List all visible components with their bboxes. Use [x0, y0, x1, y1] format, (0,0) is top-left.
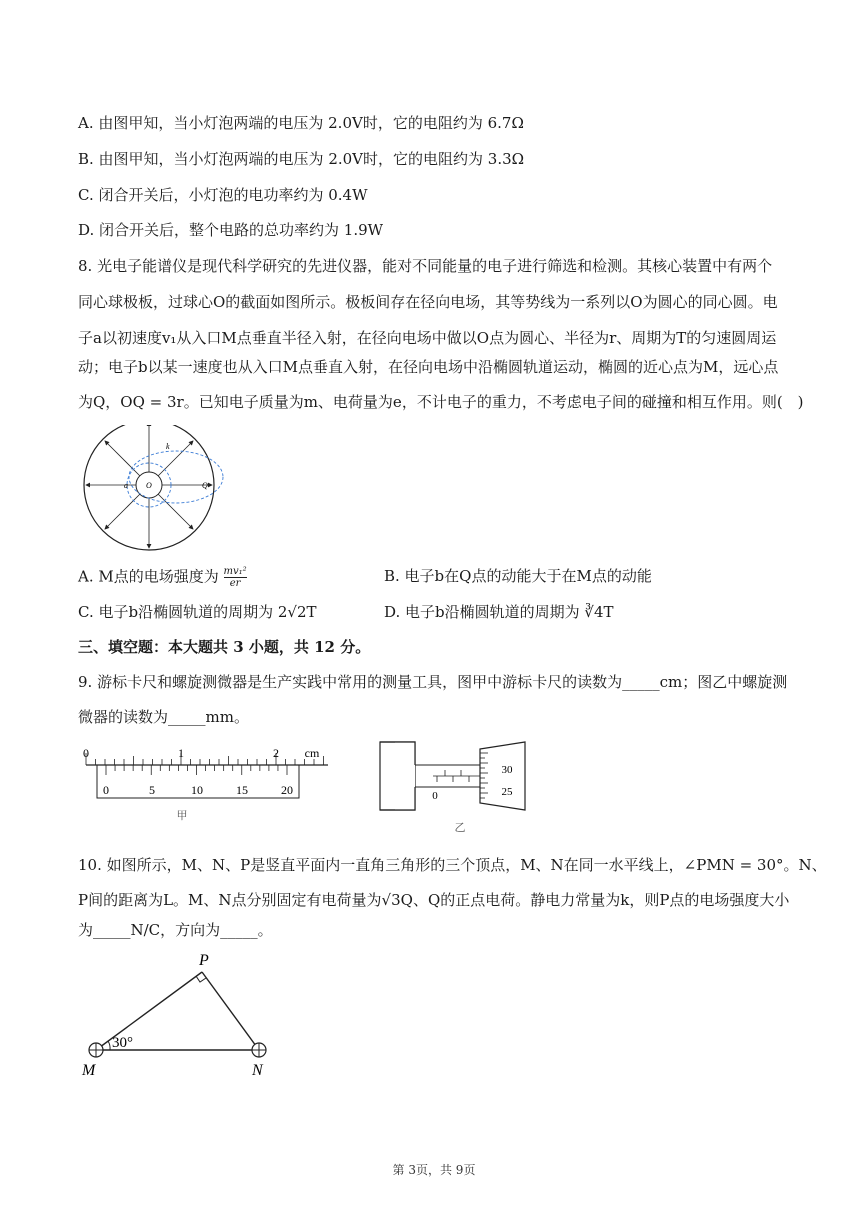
label-angle: 30°: [112, 1035, 133, 1051]
unit-label: cm: [304, 746, 320, 760]
thimble-ticks: [480, 753, 488, 798]
label-k: k: [166, 442, 170, 451]
caption-jia: 甲: [176, 810, 188, 821]
q8-line-3: 子a以初速度v₁从入口M点垂直半径入射，在径向电场中做以O点为圆心、半径为r、周期为T的匀速圆周运: [78, 329, 777, 347]
side-pn: [202, 972, 259, 1050]
vernier-label-20: 20: [281, 783, 293, 797]
main-label-0: 0: [83, 746, 89, 760]
fraction-num: mv₁²: [223, 566, 247, 577]
vernier-label-0: 0: [103, 783, 109, 797]
vernier-caliper: [78, 743, 338, 821]
label-a: a: [124, 481, 128, 490]
label-p: P: [199, 952, 209, 969]
charge-m: [89, 1043, 103, 1057]
thimble-label-25: 25: [501, 786, 513, 798]
label-q: Q: [202, 481, 208, 490]
vernier-label-15: 15: [236, 783, 248, 797]
vernier-label-5: 5: [149, 783, 155, 797]
page-footer: 第 3页，共 9页: [392, 1163, 476, 1177]
q8-option-d: D. 电子b沿椭圆轨道的周期为 ∛4T: [384, 603, 614, 621]
q8-option-a: [78, 566, 247, 589]
q9-line-1: 9. 游标卡尺和螺旋测微器是生产实践中常用的测量工具，图甲中游标卡尺的读数为_____cm；图乙中螺旋测: [78, 673, 788, 691]
caption-yi: 乙: [454, 822, 466, 834]
q8-option-b: B. 电子b在Q点的动能大于在M点的动能: [384, 567, 652, 585]
q8-line-4: 动；电子b以某一速度也从入口M点垂直入射，在径向电场中沿椭圆轨道运动，椭圆的近心点为M，远心点: [78, 358, 779, 376]
q8-line-1: 8. 光电子能谱仪是现代科学研究的先进仪器，能对不同能量的电子进行筛选和检测。其核心装置中有两个: [78, 257, 773, 275]
q7-option-a: A. 由图甲知，当小灯泡两端的电压为 2.0V时，它的电阻约为 6.7Ω: [78, 114, 524, 132]
q8-figure: [78, 425, 228, 565]
angle-arc: [108, 1041, 110, 1050]
sleeve-label-0: 0: [432, 790, 438, 802]
section-title: 三、填空题：本大题共 3 小题，共 12 分。: [78, 638, 371, 656]
q10-line-2: P间的距离为L。M、N点分别固定有电荷量为√3Q、Q的正点电荷。静电力常量为k，则P点的电场强度大小: [78, 891, 790, 909]
q8-option-a-text: A. M点的电场强度为: [78, 567, 219, 586]
fraction: [224, 566, 247, 589]
right-angle-mark: [196, 976, 206, 982]
label-n: N: [252, 1062, 263, 1079]
main-label-2: 2: [273, 746, 279, 760]
micrometer: [375, 737, 530, 837]
thimble-label-30: 30: [501, 764, 513, 776]
q8-line-2: 同心球极板，过球心O的截面如图所示。极板间存在径向电场，其等势线为一系列以O为圆心的同心圆。电: [78, 293, 778, 311]
vernier-label-10: 10: [191, 783, 203, 797]
thimble: [480, 742, 525, 810]
label-o: O: [146, 481, 152, 490]
q7-option-d: D. 闭合开关后，整个电路的总功率约为 1.9W: [78, 221, 384, 239]
vernier-ticks: [106, 765, 287, 775]
q10-line-1: 10. 如图所示，M、N、P是竖直平面内一直角三角形的三个顶点，M、N在同一水平线上，∠PMN = 30°。N、: [78, 856, 827, 874]
label-m: M: [82, 1062, 96, 1079]
q9-line-2: 微器的读数为_____mm。: [78, 708, 249, 726]
q8-option-c: C. 电子b沿椭圆轨道的周期为 2√2T: [78, 603, 317, 621]
q8-line-5: 为Q，OQ = 3r。已知电子质量为m、电荷量为e，不计电子的重力，不考虑电子间的碰撞和相互作用。则( ): [78, 393, 804, 411]
q7-option-c: C. 闭合开关后，小灯泡的电功率约为 0.4W: [78, 186, 368, 204]
q10-line-3: 为_____N/C，方向为_____。: [78, 921, 273, 939]
q10-figure: [78, 950, 278, 1080]
charge-n: [252, 1043, 266, 1057]
main-label-1: 1: [178, 746, 184, 760]
q7-option-b: B. 由图甲知，当小灯泡两端的电压为 2.0V时，它的电阻约为 3.3Ω: [78, 150, 525, 168]
fraction-den: er: [229, 578, 241, 589]
main-scale-ticks: [86, 753, 324, 765]
